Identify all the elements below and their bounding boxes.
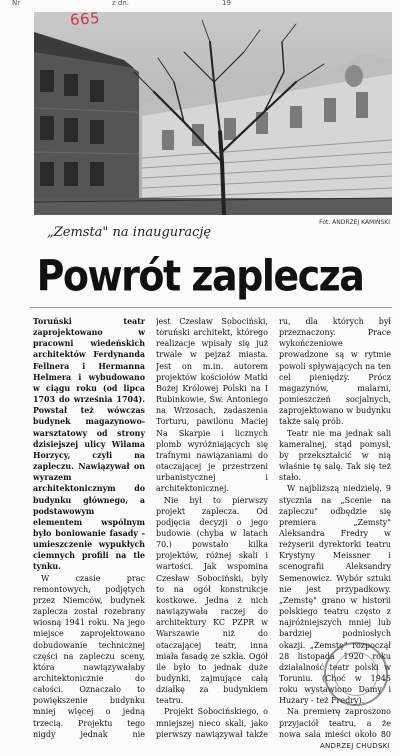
theatre-photo: [34, 12, 392, 215]
column-3-paragraph: Na premierę zaproszono przyjaciół teatru, a że nowa sala mieści około 80: [279, 707, 391, 739]
header-strip-middle: z dn.: [112, 0, 130, 7]
header-strip-left: Nr: [12, 0, 21, 7]
header-strip-right: 19: [222, 0, 231, 7]
theatre-photo-illustration: [34, 12, 392, 215]
column-2-paragraph: jest Czesław Sobociński, toruński architekt, którego realizacje wpisały się już trwale w pejzaż miasta. Jest on m.in. autorem projektów kościołów Matki Bożej Królowej Polski na I Rubinkowie, Św. Antoniego na Wrzosach, zadaszenia Torturu, pawilonu Maciej Na Skarpie i licznych plomb wyróżniających się trafnymi nawiązaniami do otaczającej je przestrzeni urbanistycznej i architektonicznej.: [156, 317, 268, 494]
handwritten-archive-number: 665: [69, 8, 101, 30]
article-column-2: [156, 316, 268, 741]
column-1-paragraph: W czasie prac remontowych, podjętych przez Niemców, budynek zaplecza został rozebrany wiosną 1941 roku. Na jego miejsce zaprojektowano dobudowanie technicznej części na zapleczu sceny, która nawiązywałaby architektonicznie do całości. Oznaczało to powiększenie budynku mniej więcej o jedną trzecią. Projektu tego nigdy jednak nie: [33, 573, 145, 739]
column-3-paragraph: Teatr nie ma jednak sali kameralnej, stąd pomysł, by przekształcić w nią właśnie tę salę. Tak się też stało.: [279, 428, 391, 483]
article-kicker: „Zemsta" na inaugurację: [47, 225, 212, 240]
column-3-paragraph: ru, dla których był przeznaczony. Prace wykończeniowe prowadzone są w rytmie powoli spływających na ten cel pieniędzy. Prócz magazynów, malarni, pomieszczeń socjalnych, zaprojektowano w budynku także salę prób.: [279, 317, 391, 427]
article-byline: ANDRZEJ CHUDSKI: [319, 742, 390, 750]
column-2-paragraph: Nie był to pierwszy projekt zaplecza. Od podjęcia decyzji o jego budowie (chyba w latach 70.) powstało kilka projektów, różnej skali i wartości. Jak wspomina Czesław Sobociński, były to na ogół konstrukcje kostkowe. Jedna z nich nawiązywała raczej do architektury KC PZPR w Warszawie niż do otaczającej teatr, inna miała fasadę ze szkła. Ogół ile było to jednak duże budynki, zajmujące całą działkę za budynkiem teatru.: [156, 495, 268, 706]
column-2-paragraph: Projekt Sobocińskiego, o mniejszej nieco skali, jako pierwszy nawiązywał także: [156, 707, 268, 739]
header-strip: [0, 0, 400, 9]
column-1-paragraph: Toruński teatr zaprojektowano w pracowni wiedeńskich architektów Ferdynanda Fellnera i Hermanna Helmera i wybudowano w ciągu roku (od lipca 1703 do września 1704). Powstał też wówczas budynek magazynowo-warsztatowy od strony dzisiejszej ulicy Wilama Horzycy, czyli na zapleczu. Nawiązywał on wyrazem architektonicznym do budynku głównego, a podstawowym elementem wspólnym było boniowanie fasady - umieszczenie wypukłych ciemnych profili na tle tynku.: [33, 317, 145, 572]
photo-credit: Fot. ANDRZEJ KAMIŃSKI: [319, 219, 390, 226]
article-column-1: [33, 316, 145, 741]
column-3-paragraph: W najbliższą niedzielę, 9 stycznia na „Scenie na zapleczu" odbędzie się premiera „Zemsty" Aleksandra Fredry w reżyserii dyrektorki teatru Krystyny Meissner i scenografii Aleksandry Semenowicz. Wybór sztuki nie jest przypadkowy. „Zemstę" grano w historii polskiego teatru często z najróżniejszych mniej lub bardziej podniosłych okazji. „Zemstę" rozpoczął 28 listopada 1920 roku działalność teatr polski w Toruniu. (Choć w 1945 roku wystawiono Damy i Huzary - też Fredry).: [279, 484, 391, 706]
headline-divider: [30, 307, 392, 308]
library-stamp: [324, 642, 388, 706]
article-headline: Powrót zaplecza: [36, 251, 364, 301]
